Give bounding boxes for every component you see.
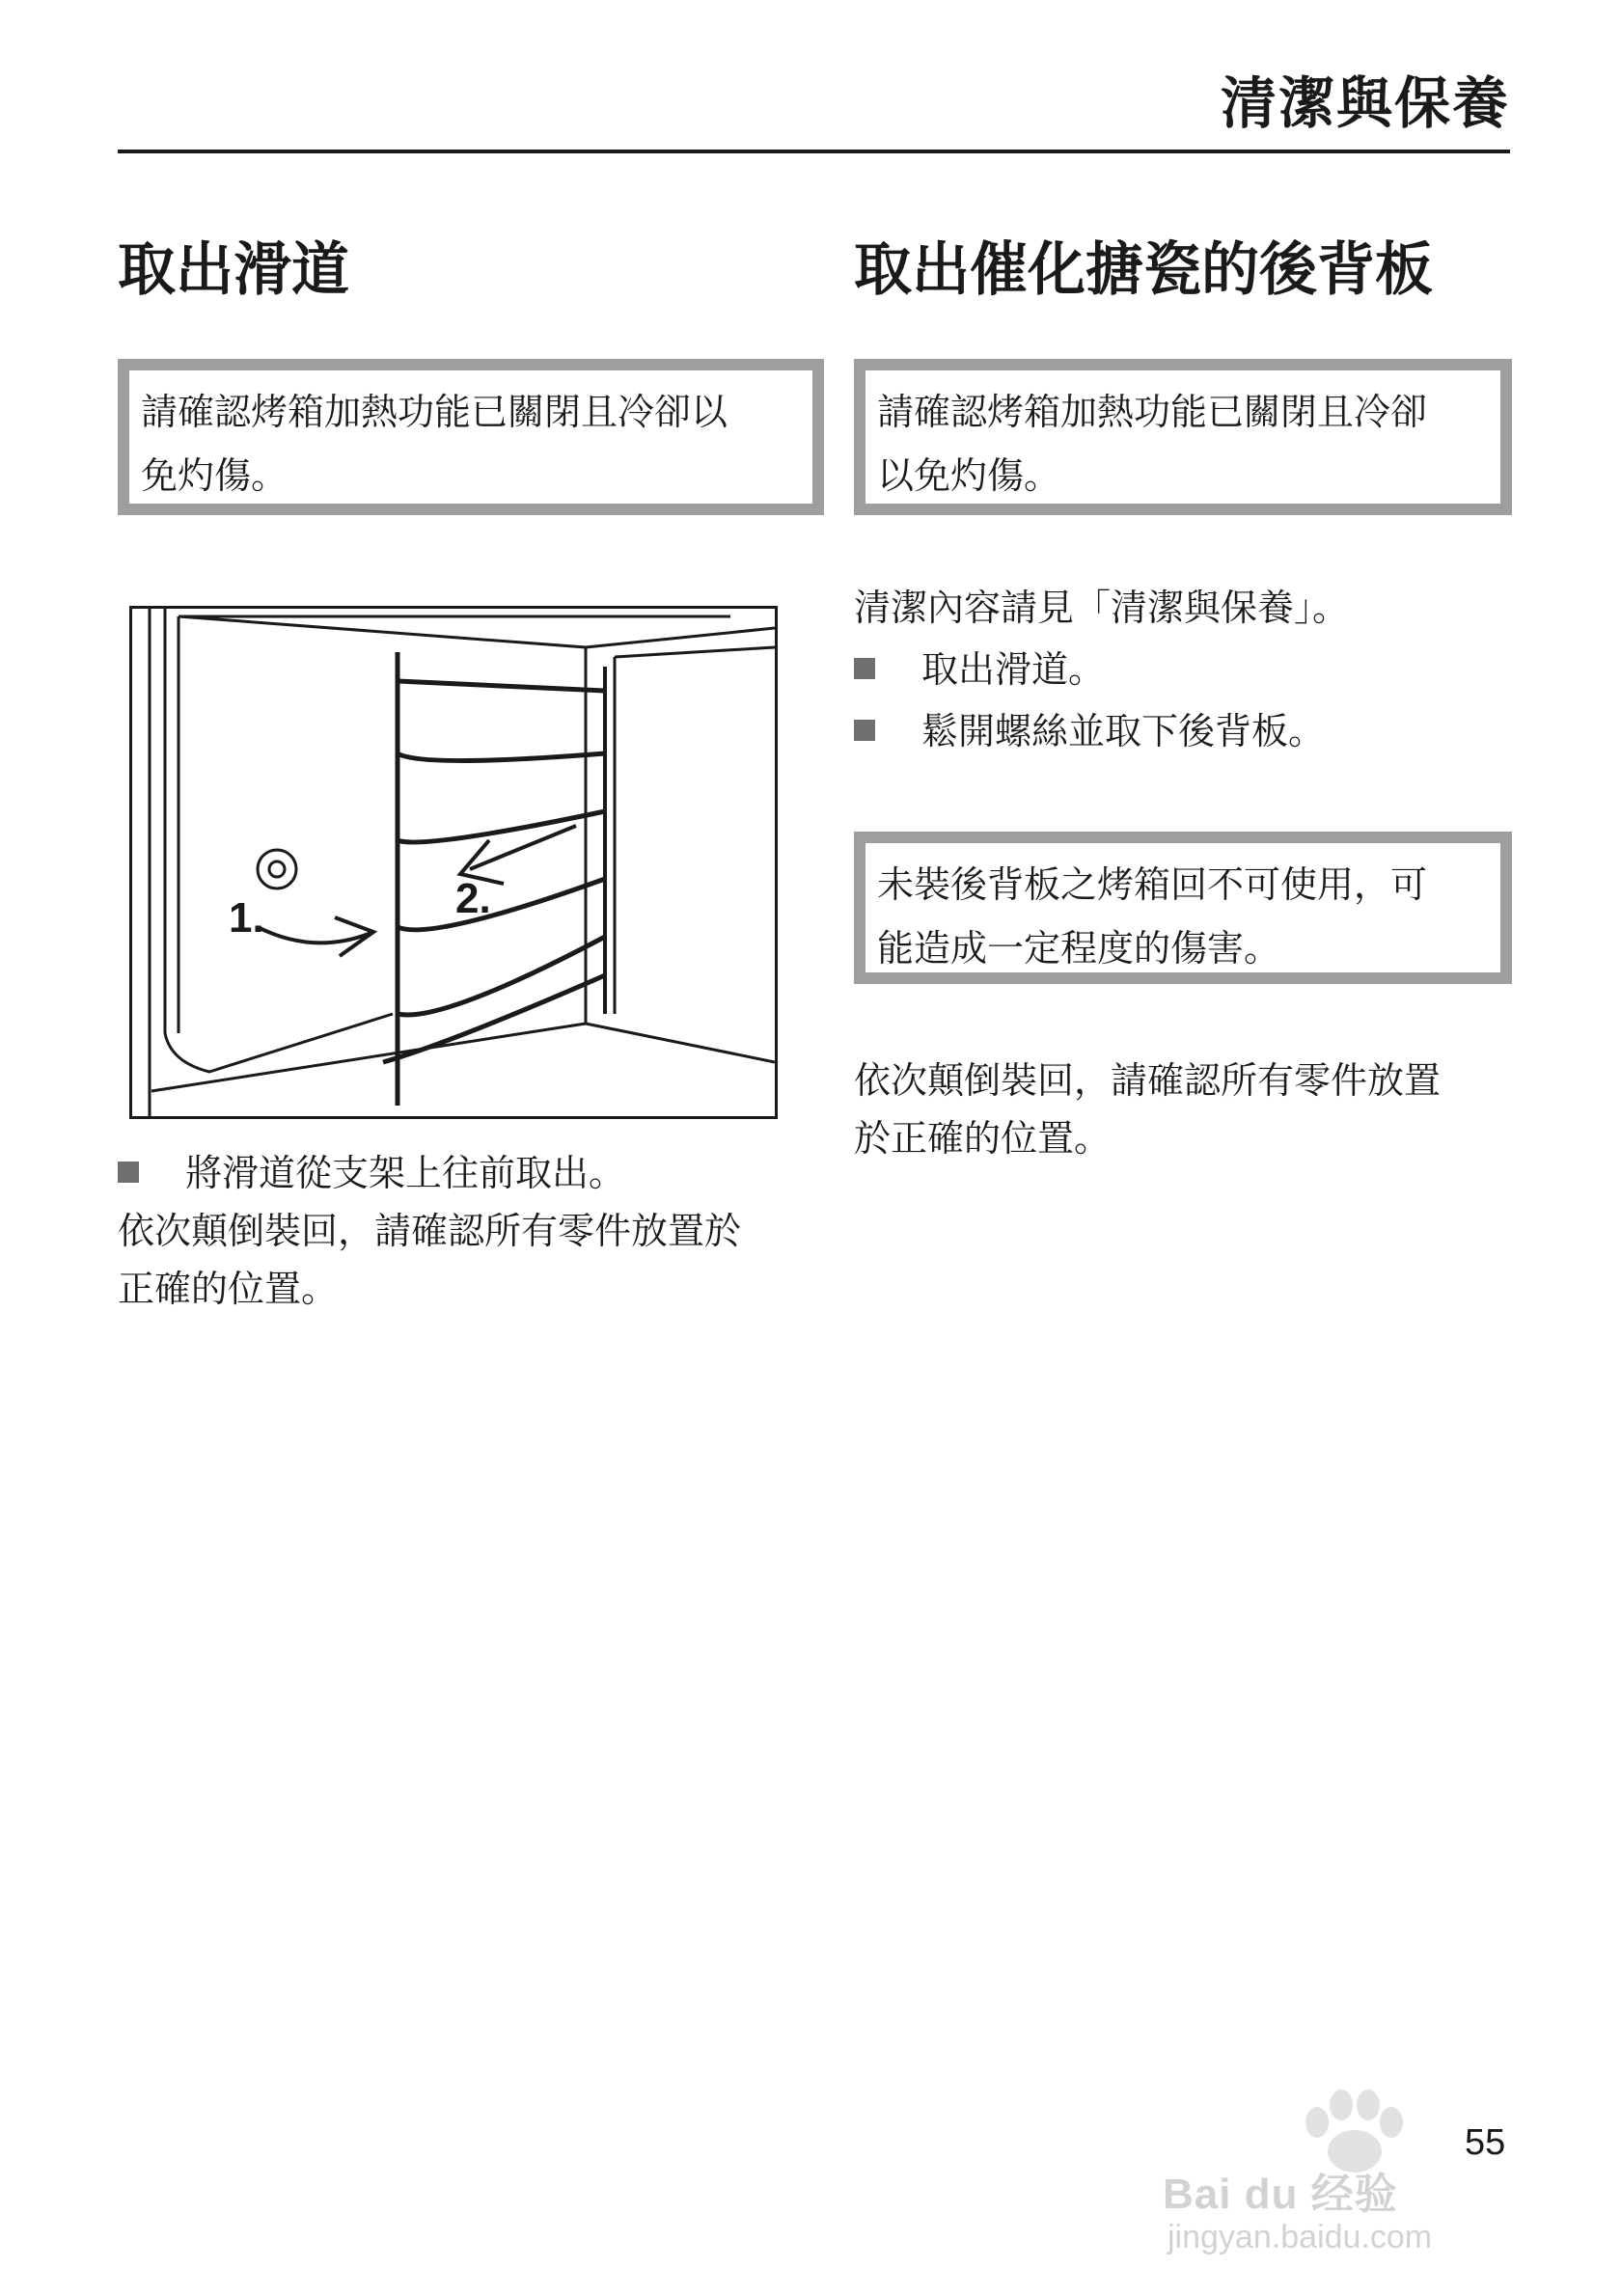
square-bullet-icon [854,720,875,741]
watermark-url: jingyan.baidu.com [1168,2219,1433,2255]
warning-line: 請確認烤箱加熱功能已關閉且冷卻以 [141,391,728,433]
step-label-1: 1. [229,894,264,942]
warning-line: 以免灼傷。 [877,454,1061,497]
header-divider [118,150,1510,153]
caution-line: 能造成一定程度的傷害。 [877,927,1281,970]
warning-line: 免灼傷。 [141,454,288,497]
list-item: 將滑道從支架上往前取出。 [118,1144,625,1202]
runner-removal-illustration [129,606,778,1119]
caution-box [854,832,1512,984]
caution-line: 未裝後背板之烤箱回不可使用，可 [877,863,1428,906]
square-bullet-icon [854,658,875,679]
heading-remove-runners: 取出滑道 [118,236,349,304]
list-item: 取出滑道。 [854,641,1105,698]
intro-text: 清潔內容請見「清潔與保養」。 [854,587,1350,629]
watermark-brand: Bai du 经验 [1163,2171,1398,2218]
page-number: 55 [1465,2122,1506,2163]
step-label-2: 2. [455,875,491,922]
heading-remove-back-panel: 取出催化搪瓷的後背板 [854,236,1433,304]
section-title: 清潔與保養 [1220,70,1510,136]
warning-line: 請確認烤箱加熱功能已關閉且冷卻 [877,391,1428,433]
warning-box-right [854,359,1512,515]
oven-interior-drawing [132,609,775,1116]
list-item: 鬆開螺絲並取下後背板。 [854,702,1325,760]
reassembly-note: 依次顛倒裝回，請確認所有零件放置於 正確的位置。 [118,1210,742,1310]
reassembly-note: 依次顛倒裝回，請確認所有零件放置 於正確的位置。 [854,1059,1442,1160]
warning-box-left [118,359,824,515]
square-bullet-icon [118,1162,139,1183]
